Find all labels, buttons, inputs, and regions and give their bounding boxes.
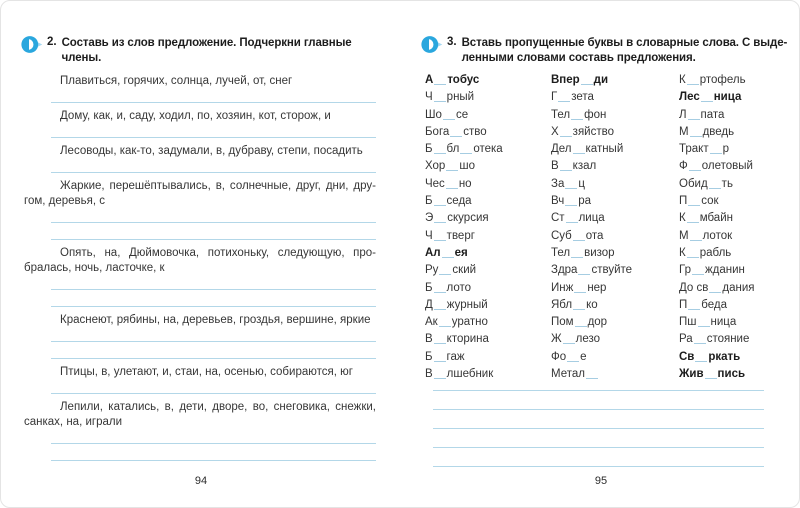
vocab-word: Инж нер <box>551 281 607 294</box>
vocab-word: Ст лица <box>551 212 605 225</box>
word-column <box>551 72 679 383</box>
missing-letter-blank <box>434 368 446 379</box>
missing-letter-blank <box>688 109 700 120</box>
missing-letter-blank <box>565 195 577 206</box>
writing-line <box>51 289 376 290</box>
vocab-word: В кзал <box>551 160 597 173</box>
missing-letter-blank <box>586 368 598 379</box>
missing-letter-blank <box>434 333 446 344</box>
vocab-word: Тел визор <box>551 246 615 259</box>
missing-letter-blank <box>581 74 593 85</box>
vocab-word: Тел фон <box>551 108 607 121</box>
task-title <box>462 36 788 66</box>
missing-letter-blank <box>571 109 583 120</box>
missing-letter-blank <box>694 333 706 344</box>
vocab-word: Гр жданин <box>679 264 745 277</box>
writing-line <box>51 358 376 359</box>
missing-letter-blank <box>567 351 579 362</box>
vocab-word: В кторина <box>425 333 489 346</box>
vocab-word: Ч тверг <box>425 229 475 242</box>
vocab-word: Фо е <box>551 350 587 363</box>
word-set-line: санках, на, играли <box>24 416 122 428</box>
task-number: 2. <box>47 36 57 48</box>
missing-letter-blank <box>558 91 570 102</box>
writing-line <box>433 390 764 391</box>
missing-letter-blank <box>434 212 446 223</box>
word-set-line: Жаркие, перешёптывались, в, солнечные, друг, дни, дру- <box>60 180 376 192</box>
vocabulary-word-grid <box>401 72 800 383</box>
missing-letter-blank <box>442 247 454 258</box>
vocab-word: За ц <box>551 177 585 190</box>
task-3-header <box>401 1 800 66</box>
vocab-word: Хор шо <box>425 160 475 173</box>
task-title-line: ленными словами составь предложения. <box>461 52 696 64</box>
missing-letter-blank <box>434 91 446 102</box>
missing-letter-blank <box>560 126 572 137</box>
word-set-line: Плавиться, горячих, солнца, лучей, от, снег <box>60 75 293 87</box>
missing-letter-blank <box>434 143 446 154</box>
page-95 <box>401 1 800 508</box>
missing-letter-blank <box>709 178 721 189</box>
vocab-word: Св ркать <box>679 350 741 363</box>
missing-letter-blank <box>571 247 583 258</box>
page-94 <box>1 1 401 508</box>
missing-letter-blank <box>695 351 707 362</box>
writing-line <box>51 102 376 103</box>
word-column <box>425 72 551 383</box>
vocab-word: Впер ди <box>551 74 609 86</box>
writing-line <box>51 137 376 138</box>
missing-letter-blank <box>443 109 455 120</box>
vocab-word: А тобус <box>425 74 480 86</box>
vocab-word: М лоток <box>679 229 733 242</box>
missing-letter-blank <box>687 247 699 258</box>
word-set-line: Опять, на, Дюймовочка, потихоньку, следующую, про- <box>60 247 376 259</box>
vocab-word: Пом дор <box>551 316 608 329</box>
missing-letter-blank <box>434 195 446 206</box>
missing-letter-blank <box>709 282 721 293</box>
vocab-word: Лес ница <box>679 91 742 104</box>
missing-letter-blank <box>450 126 462 137</box>
task-bullet-icon <box>421 35 445 59</box>
writing-line <box>51 222 376 223</box>
vocab-word: П беда <box>679 298 727 311</box>
missing-letter-blank <box>575 316 587 327</box>
missing-letter-blank <box>434 351 446 362</box>
writing-line <box>433 466 764 467</box>
missing-letter-blank <box>688 195 700 206</box>
vocab-word: Э скурсия <box>425 212 489 225</box>
missing-letter-blank <box>690 126 702 137</box>
writing-line <box>51 460 376 461</box>
vocab-word: До св дания <box>679 281 755 294</box>
vocab-word: Шо се <box>425 108 469 121</box>
task-title-line: Вставь пропущенные буквы в словарные слова. С выде- <box>461 37 788 49</box>
missing-letter-blank <box>439 264 451 275</box>
missing-letter-blank <box>710 143 722 154</box>
word-set-line: бралась, ночь, ласточке, к <box>24 262 165 274</box>
writing-line <box>51 239 376 240</box>
missing-letter-blank <box>434 282 446 293</box>
missing-letter-blank <box>563 333 575 344</box>
missing-letter-blank <box>687 74 699 85</box>
vocab-word: В лшебник <box>425 368 494 381</box>
missing-letter-blank <box>434 299 446 310</box>
writing-line <box>433 409 764 410</box>
vocab-word: Обид ть <box>679 177 733 190</box>
vocab-word: Ак уратно <box>425 316 488 329</box>
missing-letter-blank <box>566 212 578 223</box>
missing-letter-blank <box>446 178 458 189</box>
writing-line <box>51 172 376 173</box>
vocab-word: Жив пись <box>679 368 746 381</box>
vocab-word: Ф олетовый <box>679 160 753 173</box>
missing-letter-blank <box>692 264 704 275</box>
word-set-line: Птицы, в, улетают, и, стаи, на, осенью, собираются, юг <box>60 366 353 378</box>
vocab-word: Ра стояние <box>679 333 750 346</box>
word-set-line: гом, деревья, с <box>24 195 105 207</box>
vocab-word: Ч рный <box>425 91 475 104</box>
vocab-word: К рабль <box>679 246 732 259</box>
vocab-word: Вч ра <box>551 195 592 208</box>
missing-letter-blank <box>688 299 700 310</box>
vocab-word: Тракт р <box>679 143 730 156</box>
task-title-line: Составь из слов предложение. Подчеркни главные члены. <box>61 37 352 64</box>
missing-letter-blank <box>578 264 590 275</box>
vocab-word: Ябл ко <box>551 298 598 311</box>
missing-letter-blank <box>565 178 577 189</box>
vocab-word: М дведь <box>679 125 735 138</box>
vocab-word: П сок <box>679 195 719 208</box>
word-set-line: Краснеют, рябины, на, деревьев, гроздья, вершине, яркие <box>60 314 371 326</box>
missing-letter-blank <box>434 74 446 85</box>
vocab-word: Метал <box>551 366 679 383</box>
vocab-word: Б седа <box>425 195 472 208</box>
vocab-word: Пш ница <box>679 316 737 329</box>
vocab-word: Дел катный <box>551 143 624 156</box>
missing-letter-blank <box>687 212 699 223</box>
vocab-word: Д журный <box>425 298 488 311</box>
vocab-word: К ртофель <box>679 74 746 86</box>
vocab-word: Здра ствуйте <box>551 264 633 277</box>
writing-line <box>51 443 376 444</box>
missing-letter-blank <box>690 230 702 241</box>
missing-letter-blank <box>574 282 586 293</box>
task-bullet-icon <box>21 35 45 59</box>
word-set-line: Дому, как, и, саду, ходил, по, хозяин, кот, сторож, и <box>60 110 331 122</box>
task-3-writing-lines <box>401 390 800 467</box>
missing-letter-blank <box>560 160 572 171</box>
vocab-word: Суб ота <box>551 229 604 242</box>
missing-letter-blank <box>573 230 585 241</box>
missing-letter-blank <box>439 316 451 327</box>
writing-line <box>51 393 376 394</box>
missing-letter-blank <box>698 316 710 327</box>
vocab-word: Ж лезо <box>551 333 601 346</box>
writing-line <box>51 306 376 307</box>
missing-letter-blank <box>573 299 585 310</box>
missing-letter-blank <box>446 160 458 171</box>
vocab-word: Бога ство <box>425 125 487 138</box>
vocab-word: Чес но <box>425 177 472 190</box>
task-2-body <box>1 74 401 461</box>
page-number-left: 94 <box>194 475 208 487</box>
vocab-word: Ру ский <box>425 264 477 277</box>
task-2-header <box>1 1 401 66</box>
task-title <box>62 36 389 66</box>
vocab-word: Х зяйство <box>551 125 614 138</box>
missing-letter-blank <box>705 368 717 379</box>
vocab-word: К мбайн <box>679 212 733 225</box>
task-number: 3. <box>447 36 457 48</box>
writing-line <box>433 447 764 448</box>
vocab-word: Л пата <box>679 108 725 121</box>
page-number-right: 95 <box>594 475 608 487</box>
missing-letter-blank <box>573 143 585 154</box>
vocab-word: Ал ея <box>425 246 468 259</box>
word-set-line: Лесоводы, как-то, задумали, в, дубраву, степи, посадить <box>60 145 363 157</box>
missing-letter-blank <box>434 230 446 241</box>
missing-letter-blank <box>689 160 701 171</box>
missing-letter-blank <box>460 143 472 154</box>
missing-letter-blank <box>701 91 713 102</box>
writing-line <box>51 341 376 342</box>
vocab-word: Б гаж <box>425 350 465 363</box>
vocab-word: Б лото <box>425 281 472 294</box>
word-column <box>679 72 797 383</box>
vocab-word: Б бл отека <box>425 143 503 156</box>
writing-line <box>433 428 764 429</box>
word-set-line: Лепили, катались, в, дети, дворе, во, снеговика, снежки, <box>60 401 376 413</box>
vocab-word: Г зета <box>551 91 594 104</box>
